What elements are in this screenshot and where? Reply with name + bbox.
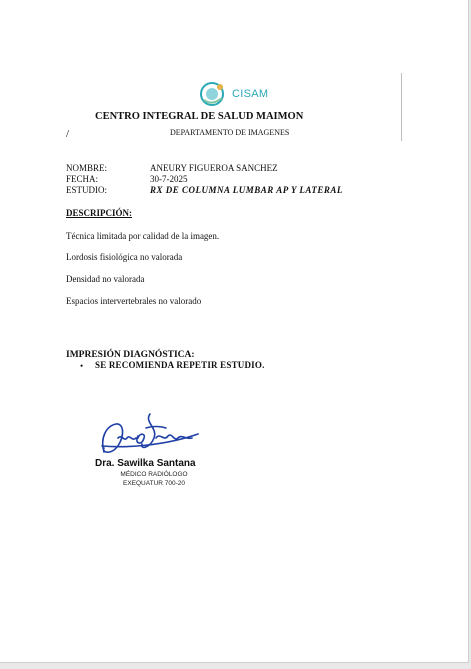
cisam-logo (198, 80, 270, 106)
signature-name: Dra. Sawilka Santana (95, 458, 196, 469)
signature-role: MÉDICO RADIÓLOGO (120, 471, 188, 478)
study-label: ESTUDIO: (66, 185, 107, 195)
description-title: DESCRIPCIÓN: (66, 208, 133, 218)
date-label: FECHA: (66, 174, 99, 184)
bullet-icon: • (80, 361, 84, 371)
impression-title: IMPRESIÓN DIAGNÓSTICA: (66, 350, 195, 360)
date-value: 30-7-2025 (150, 174, 188, 184)
description-line: Espacios intervertebrales no valorado (66, 296, 202, 306)
description-line: Técnica limitada por calidad de la imagen. (66, 231, 220, 241)
margin-guide-line (401, 73, 402, 141)
name-label: NOMBRE: (66, 163, 108, 173)
study-value: RX DE COLUMNA LUMBAR AP Y LATERAL (150, 185, 343, 195)
organization-name: CENTRO INTEGRAL DE SALUD MAIMON (95, 111, 304, 122)
description-line: Lordosis fisiológica no valorada (66, 252, 183, 262)
slash-mark: / (66, 128, 70, 140)
logo-text: CISAM (232, 88, 269, 100)
handwritten-signature (94, 408, 202, 460)
signature-exequatur: EXEQUATUR 700-20 (122, 480, 185, 487)
logo-emblem-icon (198, 80, 232, 106)
impression-item: SE RECOMIENDA REPETIR ESTUDIO. (95, 360, 265, 370)
department-name: DEPARTAMENTO DE IMAGENES (170, 128, 290, 137)
name-value: ANEURY FIGUEROA SANCHEZ (150, 163, 278, 173)
description-line: Densidad no valorada (66, 274, 145, 284)
